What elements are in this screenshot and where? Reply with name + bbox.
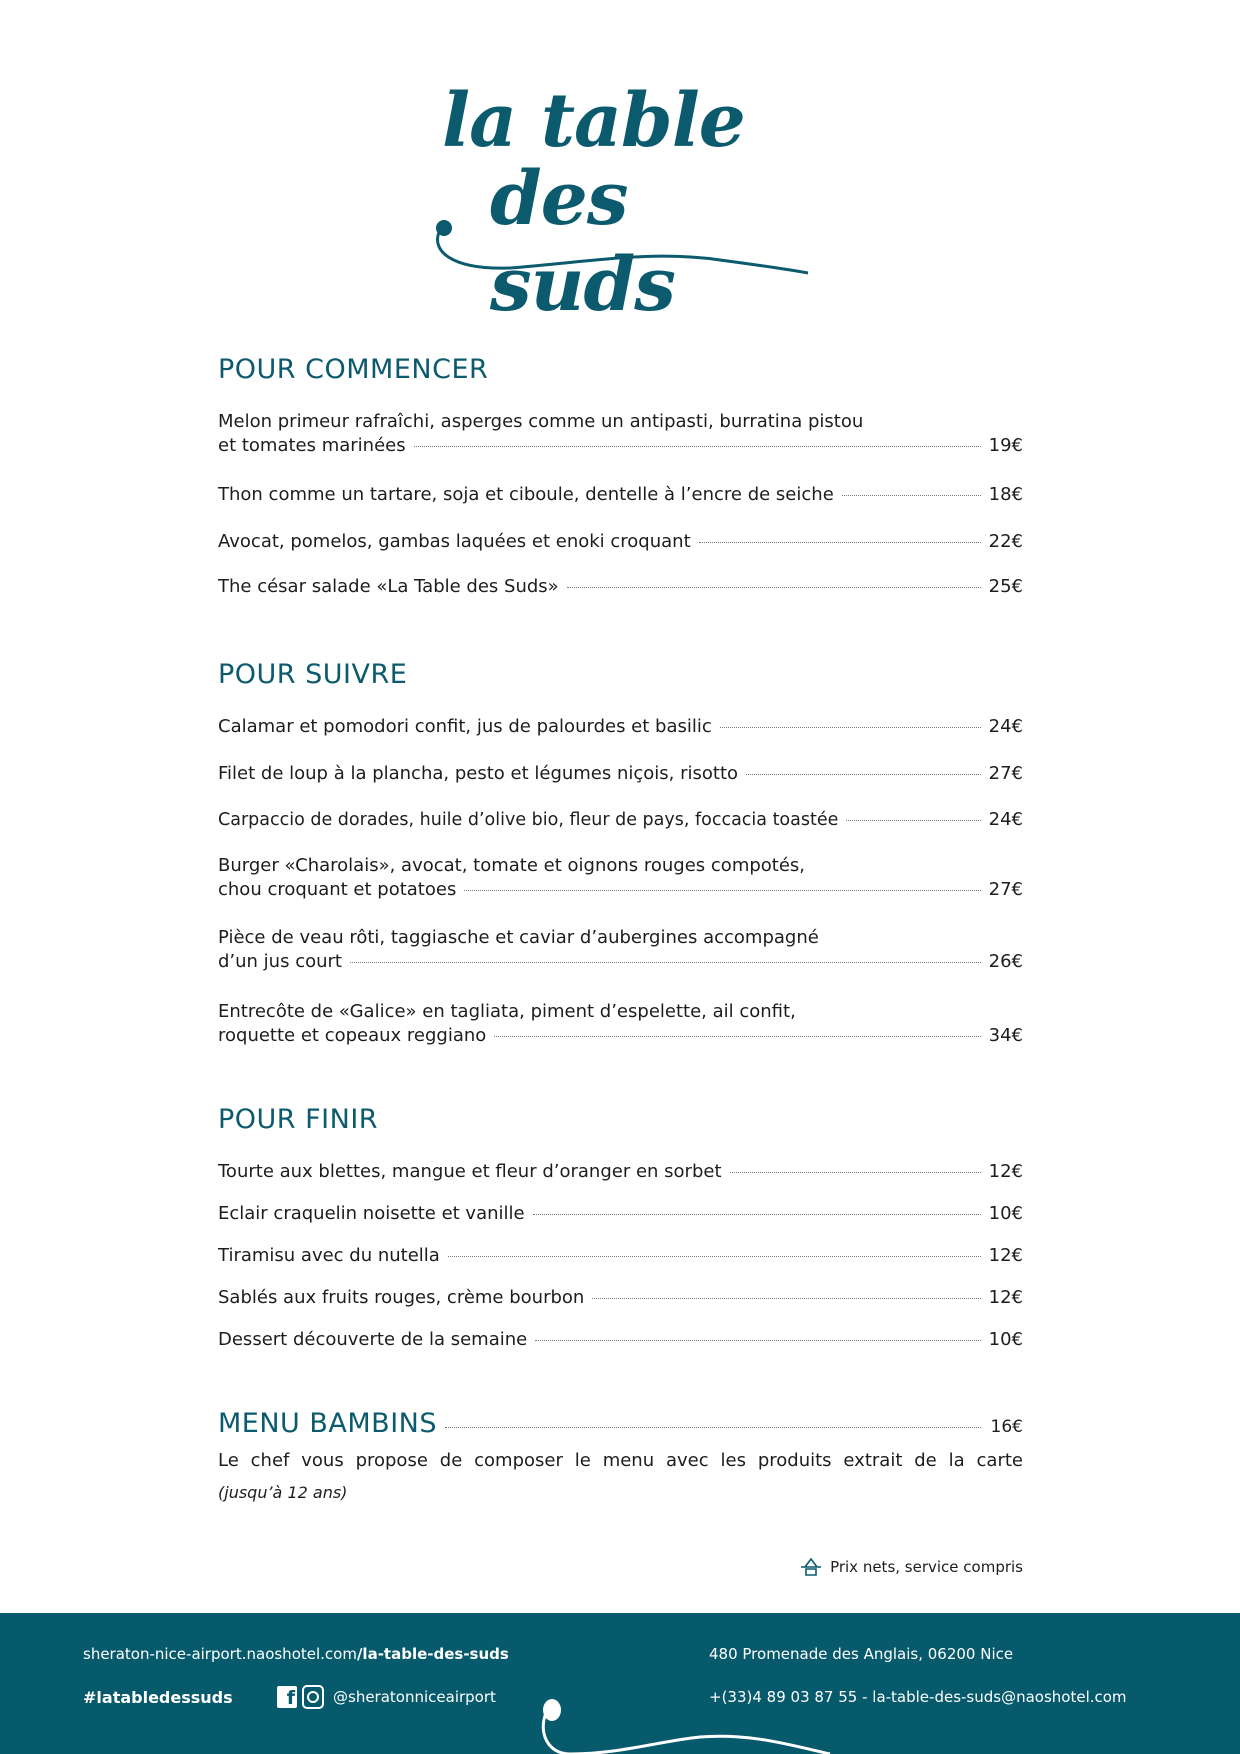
section-title-finir: POUR FINIR (218, 1104, 379, 1135)
contact[interactable]: +(33)4 89 03 87 55 - la-table-des-suds@naoshotel.com (709, 1688, 1127, 1706)
item-text: Calamar et pomodori confit, jus de palourdes et basilic (218, 716, 712, 737)
item-price: 26€ (988, 951, 1023, 972)
dot-leader (494, 1036, 980, 1037)
item-text: Avocat, pomelos, gambas laquées et enoki croquant (218, 531, 691, 552)
section-title-commencer: POUR COMMENCER (218, 354, 489, 385)
item-price: 18€ (988, 484, 1023, 505)
website-path: /la-table-des-suds (356, 1645, 509, 1663)
menu-item (218, 1244, 1023, 1268)
item-text: Thon comme un tartare, soja et ciboule, dentelle à l’encre de seiche (218, 484, 834, 505)
dot-leader (414, 446, 981, 447)
menu-item (218, 530, 1023, 554)
dot-leader (592, 1298, 980, 1299)
bambins-description: Le chef vous propose de composer le menu avec les produits extrait de la carte (218, 1450, 1023, 1471)
item-price: 27€ (988, 879, 1023, 900)
menu-item (218, 483, 1023, 507)
dot-leader (699, 542, 981, 543)
item-text: Tiramisu avec du nutella (218, 1245, 440, 1266)
item-text: Filet de loup à la plancha, pesto et légumes niçois, risotto (218, 763, 739, 784)
item-price: 25€ (988, 576, 1023, 597)
social-links (277, 1685, 496, 1709)
address: 480 Promenade des Anglais, 06200 Nice (709, 1645, 1014, 1663)
dot-leader (720, 727, 981, 728)
website-link[interactable] (83, 1645, 509, 1663)
item-price: 12€ (988, 1161, 1023, 1182)
dot-leader (730, 1172, 981, 1173)
menu-item (218, 1286, 1023, 1310)
footer-swirl-icon (530, 1613, 1030, 1754)
bambins-age-note: (jusqu’à 12 ans) (218, 1483, 348, 1502)
bambins-price: 16€ (990, 1417, 1023, 1437)
logo-line-1: la table (442, 78, 745, 164)
dot-leader (746, 774, 981, 775)
section-title-suivre: POUR SUIVRE (218, 659, 408, 690)
menu-item (218, 854, 1023, 902)
menu-item (218, 1000, 1023, 1048)
menu-item (218, 1160, 1023, 1184)
dot-leader (350, 962, 981, 963)
item-text-line1: Burger «Charolais», avocat, tomate et oignons rouges compotés, (218, 855, 806, 876)
section-title-bambins: MENU BAMBINS (218, 1408, 438, 1439)
item-price: 22€ (988, 531, 1023, 552)
serving-tray-icon (800, 1558, 822, 1576)
item-text: Sablés aux fruits rouges, crème bourbon (218, 1287, 585, 1308)
item-price: 10€ (988, 1203, 1023, 1224)
logo-line-2: des suds (490, 156, 675, 328)
dot-leader (448, 1256, 981, 1257)
dot-leader (846, 820, 980, 821)
dot-leader (567, 587, 981, 588)
item-text: chou croquant et potatoes (218, 879, 457, 900)
hashtag: #latabledessuds (83, 1688, 233, 1707)
item-price: 27€ (988, 763, 1023, 784)
social-handle[interactable]: @sheratonniceairport (333, 1688, 496, 1706)
menu-item (218, 410, 1023, 458)
item-text-line1: Pièce de veau rôti, taggiasche et caviar d’aubergines accompagné (218, 927, 819, 948)
menu-bambins (218, 1408, 1023, 1439)
menu-item (218, 808, 1023, 832)
item-price: 19€ (988, 435, 1023, 456)
item-text-line1: Melon primeur rafraîchi, asperges comme un antipasti, burratina pistou (218, 411, 864, 432)
item-text: d’un jus court (218, 951, 342, 972)
item-text: The césar salade «La Table des Suds» (218, 576, 559, 597)
dot-leader (445, 1427, 981, 1428)
menu-item (218, 575, 1023, 599)
item-price: 24€ (988, 716, 1023, 737)
menu-item (218, 1328, 1023, 1352)
item-price: 12€ (988, 1287, 1023, 1308)
item-text: Dessert découverte de la semaine (218, 1329, 528, 1350)
menu-item (218, 926, 1023, 974)
facebook-icon[interactable]: f (277, 1686, 297, 1708)
item-text-line1: Entrecôte de «Galice» en tagliata, piment d’espelette, ail confit, (218, 1001, 796, 1022)
menu-item (218, 762, 1023, 786)
prix-note-text: Prix nets, service compris (830, 1558, 1023, 1576)
item-text: Eclair craquelin noisette et vanille (218, 1203, 525, 1224)
item-text: Carpaccio de dorades, huile d’olive bio, fleur de pays, foccacia toastée (218, 810, 839, 830)
prix-note (800, 1558, 1023, 1576)
restaurant-logo (420, 70, 820, 328)
dot-leader (842, 495, 981, 496)
instagram-icon[interactable] (302, 1685, 324, 1709)
dot-leader (535, 1340, 980, 1341)
item-text: Tourte aux blettes, mangue et fleur d’oranger en sorbet (218, 1161, 722, 1182)
footer (0, 1613, 1240, 1754)
item-price: 24€ (988, 809, 1023, 830)
menu-item (218, 715, 1023, 739)
item-text: et tomates marinées (218, 435, 406, 456)
item-price: 12€ (988, 1245, 1023, 1266)
website-domain: sheraton-nice-airport.naoshotel.com (83, 1645, 357, 1663)
item-price: 34€ (988, 1025, 1023, 1046)
item-text: roquette et copeaux reggiano (218, 1025, 487, 1046)
menu-item (218, 1202, 1023, 1226)
dot-leader (464, 890, 980, 891)
item-price: 10€ (988, 1329, 1023, 1350)
dot-leader (533, 1214, 981, 1215)
